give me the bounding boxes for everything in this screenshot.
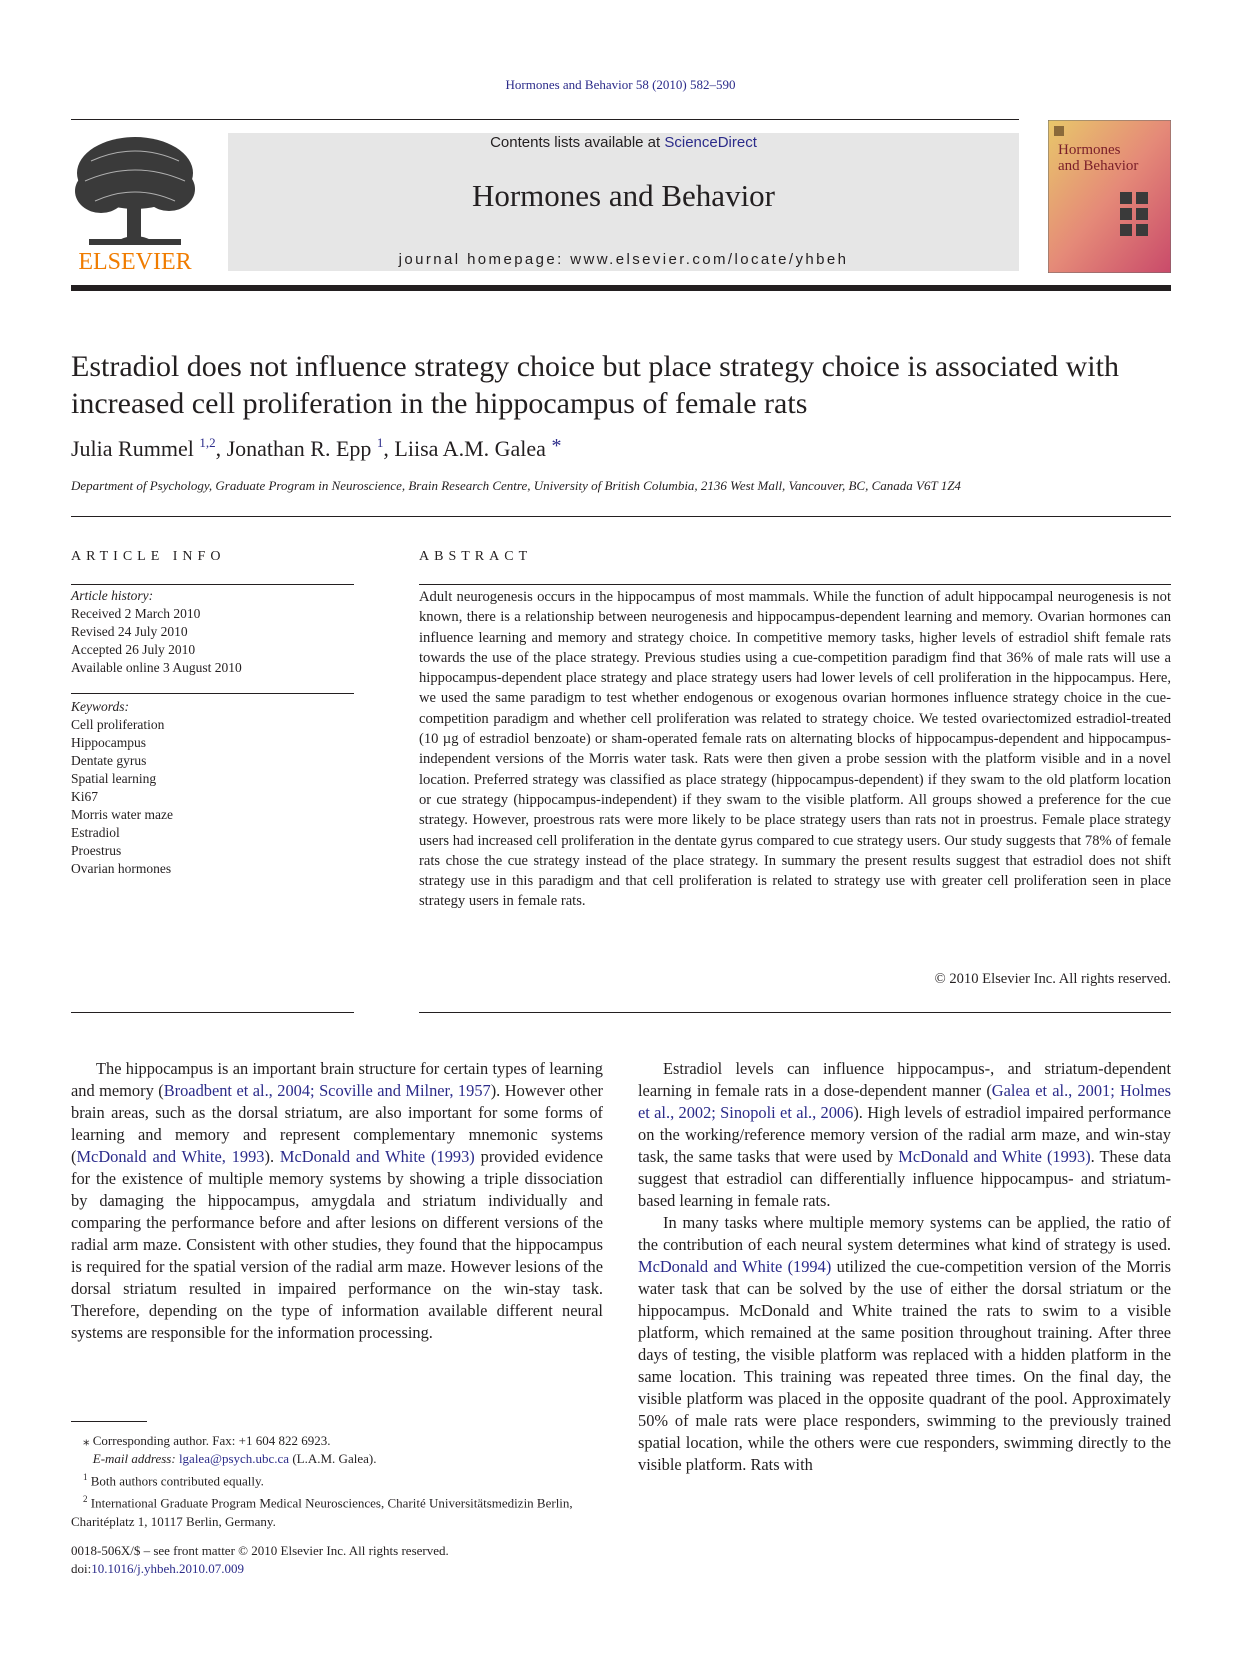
journal-reference[interactable]: Hormones and Behavior 58 (2010) 582–590 <box>505 77 736 92</box>
journal-cover-icon <box>1048 120 1171 273</box>
body-paragraph <box>638 1058 1171 1212</box>
info-rule <box>71 1012 354 1013</box>
body-text: ). However other brain areas, such as the dorsal striatum, are also important for some forms of learning and memory and represent complementary mnemonic systems ( <box>71 1081 603 1166</box>
front-matter <box>71 1542 449 1578</box>
journal-cover-image[interactable] <box>1048 120 1171 273</box>
body-paragraph <box>71 1058 603 1344</box>
body-text: utilized the cue-competition version of the Morris water task that can be solved by the use of either the dorsal striatum or the hippocampus. McDonald and White trained the rats to swim to a visible platform, which remained at the same position throughout training. After three days of testing, the visible platform was replaced with a hidden platform in the same location. This training was repeated three times. On the final day, the visible platform was placed in the opposite quadrant of the pool. Approximately 50% of male rats were place responders, swimming to the previously trained spatial location, while the others were cue responders, swimming directly to the visible platform. Rats with <box>638 1257 1171 1474</box>
keyword: Dentate gyrus <box>71 753 147 768</box>
svg-text:and Behavior: and Behavior <box>1058 158 1139 174</box>
author-name[interactable]: Liisa A.M. Galea <box>394 436 546 461</box>
keyword: Ovarian hormones <box>71 861 172 876</box>
info-rule <box>71 693 354 694</box>
journal-title: Hormones and Behavior <box>471 178 776 213</box>
body-column-left <box>71 1058 603 1344</box>
keyword: Spatial learning <box>71 771 157 786</box>
citation-link[interactable]: Broadbent et al., 2004; Scoville and Milner, 1957 <box>163 1081 491 1100</box>
doi-prefix: doi: <box>71 1561 92 1576</box>
corresponding-author-mark[interactable]: * <box>551 435 562 457</box>
keyword: Estradiol <box>71 825 120 840</box>
abstract-rule <box>419 584 1171 585</box>
abstract-text: Adult neurogenesis occurs in the hippocampus of most mammals. While the function of adult hippocampal neurogenesis is not known, there is a relationship between neurogenesis and hippocampus-dependent learning and memory. Ovarian hormones can influence learning and memory and strategy choice. In competitive memory tasks, higher levels of estradiol shift female rats towards the use of the place strategy. Previous studies using a cue-competition paradigm find that 36% of male rats will use a hippocampus-dependent place strategy and place strategy users had lower levels of cell proliferation in the hippocampus. Here, we used the same paradigm to test whether endogenous or exogenous ovarian hormones influence strategy choice in the cue-competition paradigm and whether cell proliferation was related to strategy choice. We tested ovariectomized estradiol-treated (10 µg of estradiol benzoate) or sham-operated female rats on alternating blocks of hippocampus-dependent and hippocampus-independent versions of the Morris water task. Rats were then given a probe session with the platform visible and in a novel location. Preferred strategy was classified as place strategy (hippocampus-dependent) if they swam to the old platform location or cue strategy (hippocampus-independent) if they swam to the visible platform. All groups showed a preference for the cue strategy. However, proestrous rats were more likely to be place strategy users than rats not in proestrus. Female place strategy users had increased cell proliferation in the dentate gyrus compared to cue strategy users. Our study suggests that 78% of female rats chose the cue strategy instead of the place strategy. In summary the present results suggest that estradiol does not shift strategy use in this paradigm and that cell proliferation is related to strategy use with greater cell proliferation seen in place strategy users in female rats. <box>419 589 1171 910</box>
footnote-text: Corresponding author. Fax: +1 604 822 6923. <box>92 1433 331 1448</box>
footnote-rule <box>71 1421 147 1422</box>
journal-homepage[interactable]: journal homepage: www.elsevier.com/locate/yhbeh <box>398 251 849 268</box>
sciencedirect-link[interactable]: ScienceDirect <box>664 134 757 151</box>
info-rule <box>71 584 354 585</box>
keyword: Proestrus <box>71 843 122 858</box>
history-item: Accepted 26 July 2010 <box>71 642 196 657</box>
contents-line <box>228 134 1019 151</box>
email-link[interactable]: lgalea@psych.ubc.ca <box>178 1451 290 1466</box>
svg-text:Hormones: Hormones <box>1058 142 1121 158</box>
article-info-heading: ARTICLE INFO <box>71 549 226 564</box>
keywords-label: Keywords: <box>71 699 129 714</box>
doi-link[interactable]: 10.1016/j.yhbeh.2010.07.009 <box>91 1561 244 1576</box>
email-label: E-mail address: <box>92 1451 176 1466</box>
article-history <box>71 587 242 677</box>
footnote-1 <box>71 1468 611 1490</box>
citation-link[interactable]: McDonald and White (1994) <box>638 1257 832 1276</box>
keyword: Cell proliferation <box>71 717 165 732</box>
author-affiliation-mark[interactable]: 1,2 <box>199 435 216 450</box>
footnote-text: (L.A.M. Galea). <box>289 1451 377 1466</box>
abstract-heading: ABSTRACT <box>419 549 533 564</box>
footnote-text: International Graduate Program Medical Neurosciences, Charité Universitätsmedizin Berlin, Charitéplatz 1, 10117 Berlin, Germany. <box>71 1495 573 1529</box>
keyword: Morris water maze <box>71 807 173 822</box>
elsevier-tree-icon <box>71 131 199 274</box>
body-text: In many tasks where multiple memory systems can be applied, the ratio of the contribution of each neural system determines what kind of strategy is used. <box>638 1213 1171 1254</box>
citation-link[interactable]: Galea et al., 2001; Holmes et al., 2002; Sinopoli et al., 2006 <box>638 1081 1171 1122</box>
body-paragraph <box>638 1212 1171 1476</box>
affiliation-rule <box>71 516 1171 517</box>
header-bottom-rule <box>71 285 1171 291</box>
body-text: provided evidence for the existence of multiple memory systems by showing a triple dissociation by damaging the hippocampus, amygdala and striatum individually and comparing the performance before and after lesions on different versions of the radial arm maze. Consistent with other studies, they found that the hippocampus is required for the spatial version of the radial arm maze. However lesions of the dorsal striatum resulted in impaired performance on the win-stay task. Therefore, depending on the type of information available different neural systems are responsible for the information processing. <box>71 1147 603 1342</box>
author-name[interactable]: Julia Rummel <box>71 436 194 461</box>
author-affiliation-mark[interactable]: 1 <box>376 435 384 450</box>
footnote-mark: 2 <box>83 1494 88 1505</box>
citation-link[interactable]: McDonald and White, 1993 <box>76 1147 265 1166</box>
issn-line: 0018-506X/$ – see front matter © 2010 Elsevier Inc. All rights reserved. <box>71 1543 449 1558</box>
keyword: Hippocampus <box>71 735 146 750</box>
history-item: Available online 3 August 2010 <box>71 660 242 675</box>
svg-text:ELSEVIER: ELSEVIER <box>78 249 192 274</box>
footnotes <box>71 1432 611 1531</box>
header-top-rule <box>71 119 1019 120</box>
footnote-2 <box>71 1490 611 1530</box>
author-name[interactable]: Jonathan R. Epp <box>226 436 372 461</box>
article-title: Estradiol does not influence strategy choice but place strategy choice is associated with increased cell proliferation in the hippocampus of female rats <box>71 350 1119 420</box>
keywords <box>71 698 173 878</box>
footnote-text: Both authors contributed equally. <box>90 1473 264 1489</box>
elsevier-logo[interactable] <box>71 131 199 274</box>
contents-prefix: Contents lists available at <box>490 134 665 151</box>
doi-line <box>71 1560 449 1578</box>
abstract-copyright: © 2010 Elsevier Inc. All rights reserved. <box>934 971 1171 987</box>
body-text: ). High levels of estradiol impaired performance on the working/reference memory version of the radial arm maze, and win-stay task, the same tasks that were used by <box>638 1103 1171 1166</box>
body-text: ). <box>264 1147 280 1166</box>
footnote-corresponding <box>71 1432 611 1450</box>
history-item: Revised 24 July 2010 <box>71 624 188 639</box>
body-text: The hippocampus is an important brain structure for certain types of learning and memory ( <box>71 1059 603 1100</box>
abstract-rule <box>419 1012 1171 1013</box>
footnote-email <box>71 1450 611 1468</box>
citation-link[interactable]: McDonald and White (1993) <box>279 1147 475 1166</box>
body-text: Estradiol levels can influence hippocampus-, and striatum-dependent learning in female rats in a dose-dependent manner ( <box>638 1059 1171 1100</box>
body-column-right <box>638 1058 1171 1476</box>
history-item: Received 2 March 2010 <box>71 606 201 621</box>
citation-link[interactable]: McDonald and White (1993) <box>898 1147 1091 1166</box>
keyword: Ki67 <box>71 789 98 804</box>
body-text: . These data suggest that estradiol can differentially influence hippocampus- and striatum-based learning in female rats. <box>638 1147 1172 1210</box>
author-list: Julia Rummel $^{1,2}$, Jonathan R. Epp $^1$, Liisa A.M. Galea * <box>71 435 562 461</box>
history-label: Article history: <box>71 588 154 603</box>
footnote-mark: ⁎ <box>83 1433 90 1448</box>
author-affiliation: Department of Psychology, Graduate Program in Neuroscience, Brain Research Centre, University of British Columbia, 2136 West Mall, Vancouver, BC, Canada V6T 1Z4 <box>71 478 961 493</box>
footnote-mark: 1 <box>83 1472 88 1482</box>
